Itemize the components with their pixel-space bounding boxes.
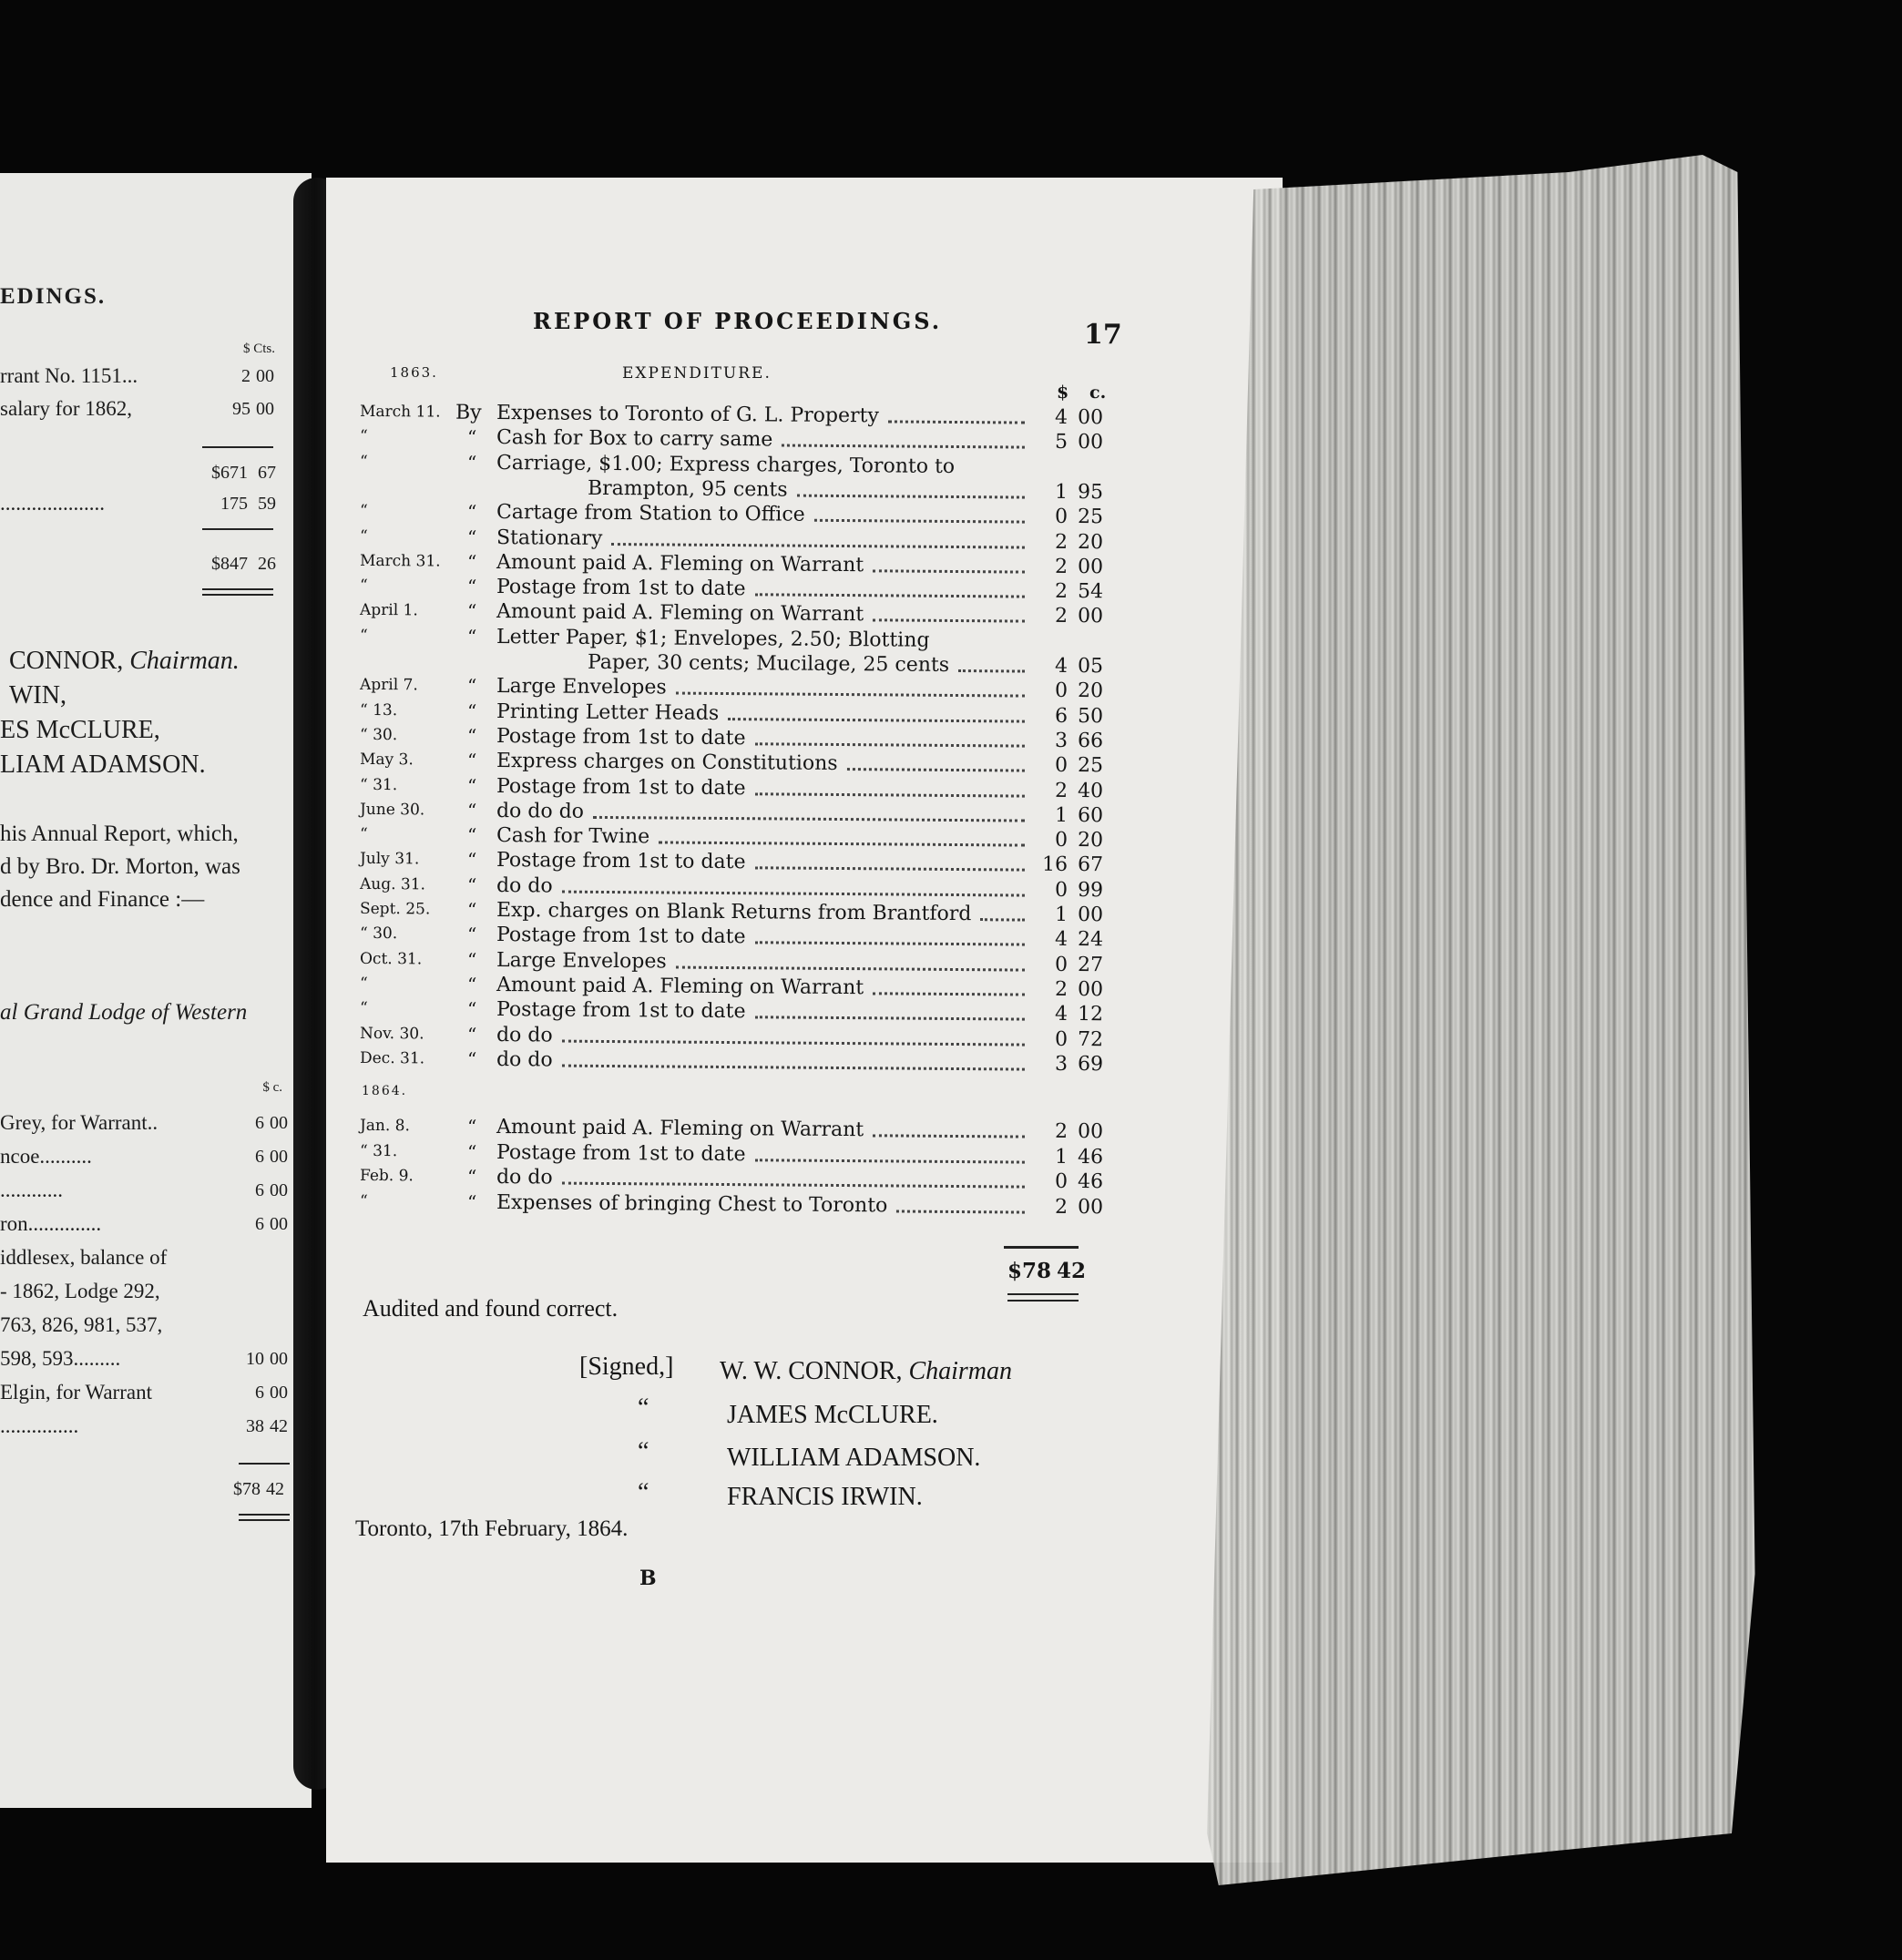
leader-dots: [755, 593, 1025, 597]
ledger-date: “: [359, 502, 368, 521]
leader-dots: [797, 495, 1025, 499]
ledger-cents: 20: [1077, 829, 1104, 852]
ledger-description: Large Envelopes: [496, 948, 667, 974]
ledger-ditto: “: [466, 997, 477, 1021]
ledger-dollars: 2: [1054, 1119, 1069, 1143]
ledger-description: Postage from 1st to date: [496, 576, 746, 601]
ledger-cents: 00: [1077, 903, 1104, 927]
ledger-date: “: [359, 1191, 368, 1210]
leader-dots: [980, 918, 1025, 921]
left-dots-cents: 59: [258, 494, 276, 514]
ledger-ditto: “: [466, 1140, 477, 1163]
left-bottom-line-dollars: 6: [255, 1113, 264, 1133]
ledger-date: [360, 477, 440, 478]
ledger-date: “: [359, 526, 368, 546]
col-dollars: $: [1057, 383, 1069, 403]
ledger-description: Amount paid A. Fleming on Warrant: [496, 600, 864, 627]
ledger-ditto: “: [466, 699, 477, 722]
left-col-header-2: $ c.: [262, 1080, 282, 1095]
ledger-dollars: 0: [1054, 878, 1069, 902]
ledger-ditto: “: [466, 898, 477, 921]
ledger-ditto: “: [466, 1047, 477, 1070]
leader-dots: [755, 742, 1025, 747]
ledger-ditto: “: [466, 849, 477, 872]
leader-dots: [782, 444, 1025, 449]
signatory-1-name: W. W. CONNOR,: [720, 1357, 903, 1385]
leader-dots: [755, 867, 1025, 872]
ledger-date: “: [359, 999, 368, 1018]
signatory-3: WILLIAM ADAMSON.: [727, 1444, 981, 1472]
leader-dots: [676, 965, 1025, 971]
leader-dots: [873, 1134, 1025, 1138]
ledger-cents: 00: [1077, 406, 1104, 430]
ledger-dollars: 0: [1054, 505, 1069, 529]
ledger-ditto: “: [466, 799, 477, 822]
ledger-ditto: “: [466, 823, 477, 846]
signatory-4: FRANCIS IRWIN.: [727, 1483, 923, 1511]
left-rule-2: [202, 528, 273, 530]
ledger-ditto: “: [466, 924, 477, 946]
page-number: 17: [1084, 319, 1122, 351]
ledger-date: “: [359, 824, 368, 844]
ledger-description: Carriage, $1.00; Express charges, Toronto to: [496, 451, 956, 478]
ledger-dollars: 4: [1054, 654, 1069, 678]
ledger-ditto: “: [466, 451, 477, 474]
left-bottom-line-dollars: 6: [255, 1383, 264, 1403]
audited-note: Audited and found correct.: [363, 1295, 619, 1322]
ledger-dollars: 4: [1054, 1003, 1069, 1026]
left-paragraph-3: dence and Finance :—: [0, 887, 205, 912]
ledger-ditto: “: [466, 575, 477, 597]
ledger-dollars: 16: [1041, 853, 1069, 877]
ledger-ditto: “: [466, 500, 477, 524]
ledger-description: Postage from 1st to date: [496, 998, 746, 1024]
left-bottom-line-cents: 00: [270, 1113, 288, 1133]
section-title: EXPENDITURE.: [622, 364, 772, 383]
ledger-dollars: 4: [1054, 928, 1069, 952]
left-bottom-line-text: - 1862, Lodge 292,: [0, 1280, 160, 1302]
ledger-date: Oct. 31.: [359, 949, 423, 968]
ledger-ditto: “: [466, 675, 477, 698]
left-bottom-line-text: Elgin, for Warrant: [0, 1381, 152, 1404]
ledger-cents: 24: [1077, 928, 1104, 952]
ledger-description: Postage from 1st to date: [496, 924, 746, 949]
left-signer-2: WIN,: [9, 681, 66, 709]
leader-dots: [676, 692, 1025, 698]
ledger-description: do do: [496, 1023, 553, 1047]
ledger-cents: 95: [1077, 480, 1104, 505]
left-double-rule-1: [202, 588, 273, 596]
ledger-description: Cartage from Station to Office: [496, 501, 805, 526]
ledger-description: Postage from 1st to date: [496, 774, 746, 800]
ledger-date: July 31.: [359, 850, 420, 869]
ledger-dollars: 0: [1054, 953, 1069, 976]
left-bottom-line-cents: 00: [270, 1349, 288, 1369]
leader-dots: [814, 519, 1025, 524]
ledger-dollars: 1: [1054, 903, 1069, 926]
ledger-description: Exp. charges on Blank Returns from Brantford: [496, 899, 972, 926]
ledger-description: Stationary: [496, 526, 603, 550]
ledger-date: “ 30.: [359, 725, 398, 745]
ledger-description: Postage from 1st to date: [496, 849, 746, 874]
ledger-cents: 20: [1077, 679, 1104, 703]
left-bottom-line-dollars: 10: [246, 1349, 264, 1369]
leader-dots: [728, 718, 1025, 723]
ledger-ditto: By: [455, 401, 482, 424]
ledger-description: Cash for Box to carry same: [496, 426, 773, 452]
year-1863: 1863.: [390, 364, 438, 381]
left-bottom-line-text: 763, 826, 981, 537,: [0, 1313, 163, 1336]
ledger-dollars: 2: [1054, 1195, 1069, 1219]
ledger-cents: 99: [1077, 878, 1104, 902]
left-total-dollars: $847: [211, 554, 248, 574]
ditto-mark-2: “: [638, 1437, 649, 1465]
left-header-fragment: EDINGS.: [0, 284, 107, 309]
ledger-date: Aug. 31.: [359, 874, 426, 894]
ledger-ditto: “: [466, 724, 477, 747]
ledger-cents: 67: [1077, 853, 1104, 877]
ledger-description: Paper, 30 cents; Mucilage, 25 cents: [587, 650, 950, 677]
ledger-cents: 40: [1077, 779, 1104, 802]
left-bottom-line-dollars: 6: [255, 1147, 264, 1167]
left-col-header: $ Cts.: [242, 342, 275, 356]
year-1864: 1864.: [362, 1084, 408, 1098]
ledger-ditto: “: [466, 1165, 477, 1188]
ledger-dollars: 2: [1054, 779, 1069, 802]
ledger-dollars: 0: [1054, 1169, 1069, 1193]
leader-dots: [593, 816, 1025, 822]
leader-dots: [888, 420, 1025, 424]
left-double-rule-2: [239, 1514, 290, 1521]
ledger-cents: 25: [1077, 754, 1104, 778]
signatory-1-title: Chairman: [908, 1357, 1013, 1385]
left-rule-1: [202, 446, 273, 448]
ledger-dollars: 2: [1054, 530, 1069, 554]
ledger-cents: 00: [1077, 977, 1104, 1002]
ledger-date: [360, 651, 440, 652]
leader-dots: [611, 543, 1025, 549]
left-signer-1: [9, 647, 240, 676]
ledger-dollars: 0: [1054, 754, 1069, 778]
ledger-dollars: 2: [1054, 555, 1069, 578]
ledger-dollars: 3: [1054, 729, 1069, 752]
ledger-cents: 20: [1077, 530, 1104, 554]
ledger-date: Dec. 31.: [359, 1048, 425, 1068]
ledger-date: “ 13.: [359, 700, 398, 720]
left-paragraph-2: d by Bro. Dr. Morton, was: [0, 854, 240, 879]
ledger-description: Cash for Twine: [496, 824, 650, 849]
leader-dots: [755, 1159, 1025, 1163]
ledger-cents: 72: [1077, 1027, 1104, 1051]
left-dots-line: ....................: [0, 492, 105, 515]
ledger-ditto: “: [466, 625, 477, 648]
left-top-line-text: rrant No. 1151...: [0, 364, 138, 387]
left-top-line-dollars: 95: [232, 399, 251, 419]
left-bottom-line-text: ron..............: [0, 1212, 102, 1235]
ledger-dollars: 2: [1054, 977, 1069, 1001]
ledger-dollars: 1: [1054, 1145, 1069, 1169]
ledger-date: “ 31.: [359, 1141, 398, 1160]
left-bottom-line-text: ncoe..........: [0, 1145, 92, 1168]
ditto-mark-3: “: [638, 1478, 649, 1506]
ledger-dollars: 0: [1054, 1027, 1069, 1051]
ledger-ditto: “: [466, 526, 477, 548]
ledger-date: June 30.: [359, 800, 425, 820]
ledger-date: Sept. 25.: [359, 899, 431, 919]
left-bottom-line-cents: 42: [270, 1416, 288, 1436]
ledger-ditto: “: [466, 973, 477, 995]
left-bottom-line-text: Grey, for Warrant..: [0, 1111, 158, 1134]
left-section-title: al Grand Lodge of Western: [0, 1000, 248, 1025]
ledger-cents: 12: [1077, 1003, 1104, 1026]
total-rule: [1004, 1246, 1079, 1249]
ledger-cents: 66: [1077, 729, 1104, 753]
place-date: Toronto, 17th February, 1864.: [355, 1516, 629, 1541]
ledger-date: Jan. 8.: [359, 1116, 411, 1136]
ledger-date: “: [359, 452, 368, 471]
left-signer-4: LIAM ADAMSON.: [0, 750, 206, 779]
ledger-date: Feb. 9.: [359, 1166, 414, 1186]
ledger-dollars: 0: [1054, 828, 1069, 852]
ledger-ditto: “: [466, 1023, 477, 1046]
left-bottom-line-text: iddlesex, balance of: [0, 1246, 168, 1269]
ledger-dollars: 4: [1054, 405, 1069, 429]
ledger-description: Expenses of bringing Chest to Toronto: [496, 1190, 888, 1217]
leader-dots: [562, 1039, 1025, 1046]
ledger-cents: 27: [1077, 953, 1104, 976]
left-rule-3: [239, 1463, 290, 1465]
ledger-cents: 25: [1077, 505, 1104, 529]
ledger-description: Postage from 1st to date: [496, 724, 746, 750]
left-bottom-line-cents: 00: [270, 1383, 288, 1403]
signatory-1: [720, 1357, 1012, 1386]
left-page: [0, 173, 312, 1808]
ledger-ditto: “: [466, 749, 477, 772]
ledger-cents: 46: [1077, 1170, 1104, 1194]
ledger-date: “: [359, 626, 368, 645]
leader-dots: [873, 992, 1025, 995]
left-total2-cents: 42: [266, 1479, 284, 1499]
ledger-cents: 60: [1077, 803, 1104, 828]
ledger-date: April 7.: [359, 676, 418, 695]
ledger-cents: 00: [1077, 555, 1104, 579]
ledger-description: Large Envelopes: [496, 675, 667, 699]
ledger-description: Brampton, 95 cents: [587, 476, 788, 502]
ledger-dollars: 3: [1054, 1052, 1069, 1076]
ledger-dollars: 2: [1054, 605, 1069, 628]
ledger-cents: 00: [1077, 431, 1104, 454]
ledger-description: Postage from 1st to date: [496, 1140, 746, 1166]
leader-dots: [847, 768, 1025, 772]
left-subtotal-dollars: $671: [211, 463, 248, 483]
leader-dots: [755, 792, 1025, 797]
left-signer-1-title: Chairman.: [129, 647, 240, 675]
ledger-description: do do: [496, 1047, 553, 1072]
ledger-ditto: “: [466, 1115, 477, 1138]
ledger-ditto: “: [466, 774, 477, 797]
left-total-cents: 26: [258, 554, 276, 574]
ledger-ditto: “: [466, 948, 477, 971]
left-top-line-cents: 00: [256, 399, 274, 419]
ledger-description: Amount paid A. Fleming on Warrant: [496, 550, 864, 577]
ledger-description: Expenses to Toronto of G. L. Property: [496, 402, 879, 428]
ledger-cents: 00: [1077, 605, 1104, 628]
leader-dots: [562, 890, 1025, 896]
leader-dots: [958, 669, 1025, 673]
left-bottom-line-text: ...............: [0, 1414, 79, 1437]
ledger-description: Letter Paper, $1; Envelopes, 2.50; Blotting: [496, 625, 930, 652]
ledger-date: April 1.: [359, 601, 418, 620]
ledger-date: March 11.: [359, 402, 441, 422]
ledger-cents: 50: [1077, 704, 1104, 728]
signatory-2: JAMES McCLURE.: [727, 1401, 938, 1429]
ledger-date: March 31.: [359, 551, 441, 571]
ledger-date: “ 31.: [359, 775, 398, 794]
ledger-description: Amount paid A. Fleming on Warrant: [496, 1116, 864, 1142]
leader-dots: [659, 842, 1025, 847]
leader-dots: [873, 569, 1025, 573]
ledger-cents: 00: [1077, 1120, 1104, 1144]
ledger-dollars: 6: [1054, 704, 1069, 728]
left-bottom-line-dollars: 38: [246, 1416, 264, 1436]
leader-dots: [562, 1064, 1025, 1070]
left-signer-3: ES McCLURE,: [0, 716, 160, 744]
ledger-date: “: [359, 576, 368, 596]
total-dollars: $78: [1007, 1259, 1051, 1283]
total-cents: 42: [1057, 1259, 1087, 1283]
ledger-cents: 69: [1077, 1052, 1104, 1077]
ledger-ditto: “: [466, 550, 477, 573]
ledger-date: “ 30.: [359, 924, 398, 944]
signature-mark: B: [639, 1567, 657, 1590]
left-total2-dollars: $78: [233, 1479, 261, 1499]
leader-dots: [755, 1016, 1025, 1020]
leader-dots: [755, 942, 1025, 946]
ledger-description: do do: [496, 1166, 553, 1189]
left-bottom-line-dollars: 6: [255, 1214, 264, 1234]
leader-dots: [562, 1182, 1025, 1189]
ledger-cents: 05: [1077, 655, 1104, 679]
left-bottom-line-cents: 00: [270, 1180, 288, 1200]
ledger-dollars: 1: [1054, 480, 1069, 504]
col-cents: c.: [1089, 383, 1107, 403]
ledger-ditto: “: [466, 600, 477, 623]
ditto-mark-1: “: [638, 1393, 649, 1422]
left-top-line-dollars: 2: [241, 366, 251, 386]
ledger-dollars: 1: [1054, 803, 1069, 827]
page-header: REPORT OF PROCEEDINGS.: [533, 308, 943, 334]
ledger-description: Express charges on Constitutions: [496, 750, 838, 776]
left-top-line-text: salary for 1862,: [0, 397, 132, 420]
total-double-rule: [1007, 1293, 1079, 1302]
left-subtotal-cents: 67: [258, 463, 276, 483]
ledger-dollars: 5: [1054, 431, 1069, 454]
left-top-line-cents: 00: [256, 366, 274, 386]
ledger-description: Printing Letter Heads: [496, 699, 720, 725]
ledger-cents: 00: [1077, 1195, 1104, 1219]
ledger-dollars: 2: [1054, 579, 1069, 604]
left-dots-dollars: 175: [220, 494, 248, 514]
ledger-ditto: “: [466, 1190, 477, 1213]
page-edges: [1207, 155, 1790, 1885]
signed-label: [Signed,]: [579, 1353, 674, 1381]
ledger-date: “: [359, 974, 368, 993]
left-bottom-line-cents: 00: [270, 1214, 288, 1234]
leader-dots: [896, 1210, 1025, 1213]
left-signer-1-name: CONNOR,: [9, 647, 124, 675]
ledger-date: “: [359, 427, 368, 446]
ledger-date: Nov. 30.: [359, 1024, 424, 1043]
ledger-cents: 46: [1077, 1145, 1104, 1169]
ledger-ditto: “: [466, 873, 477, 896]
left-bottom-line-cents: 00: [270, 1147, 288, 1167]
ledger-ditto: “: [466, 426, 477, 449]
ledger-description: do do do: [496, 799, 585, 823]
leader-dots: [873, 619, 1025, 623]
ledger-description: do do: [496, 873, 553, 898]
left-bottom-line-text: ............: [0, 1179, 63, 1201]
ledger-cents: 54: [1077, 580, 1104, 604]
ledger-date: May 3.: [359, 750, 414, 770]
left-bottom-line-text: 598, 593.........: [0, 1347, 121, 1370]
left-paragraph-1: his Annual Report, which,: [0, 822, 239, 846]
ledger-description: Amount paid A. Fleming on Warrant: [496, 973, 864, 1000]
ledger-dollars: 0: [1054, 679, 1069, 703]
left-bottom-line-dollars: 6: [255, 1180, 264, 1200]
